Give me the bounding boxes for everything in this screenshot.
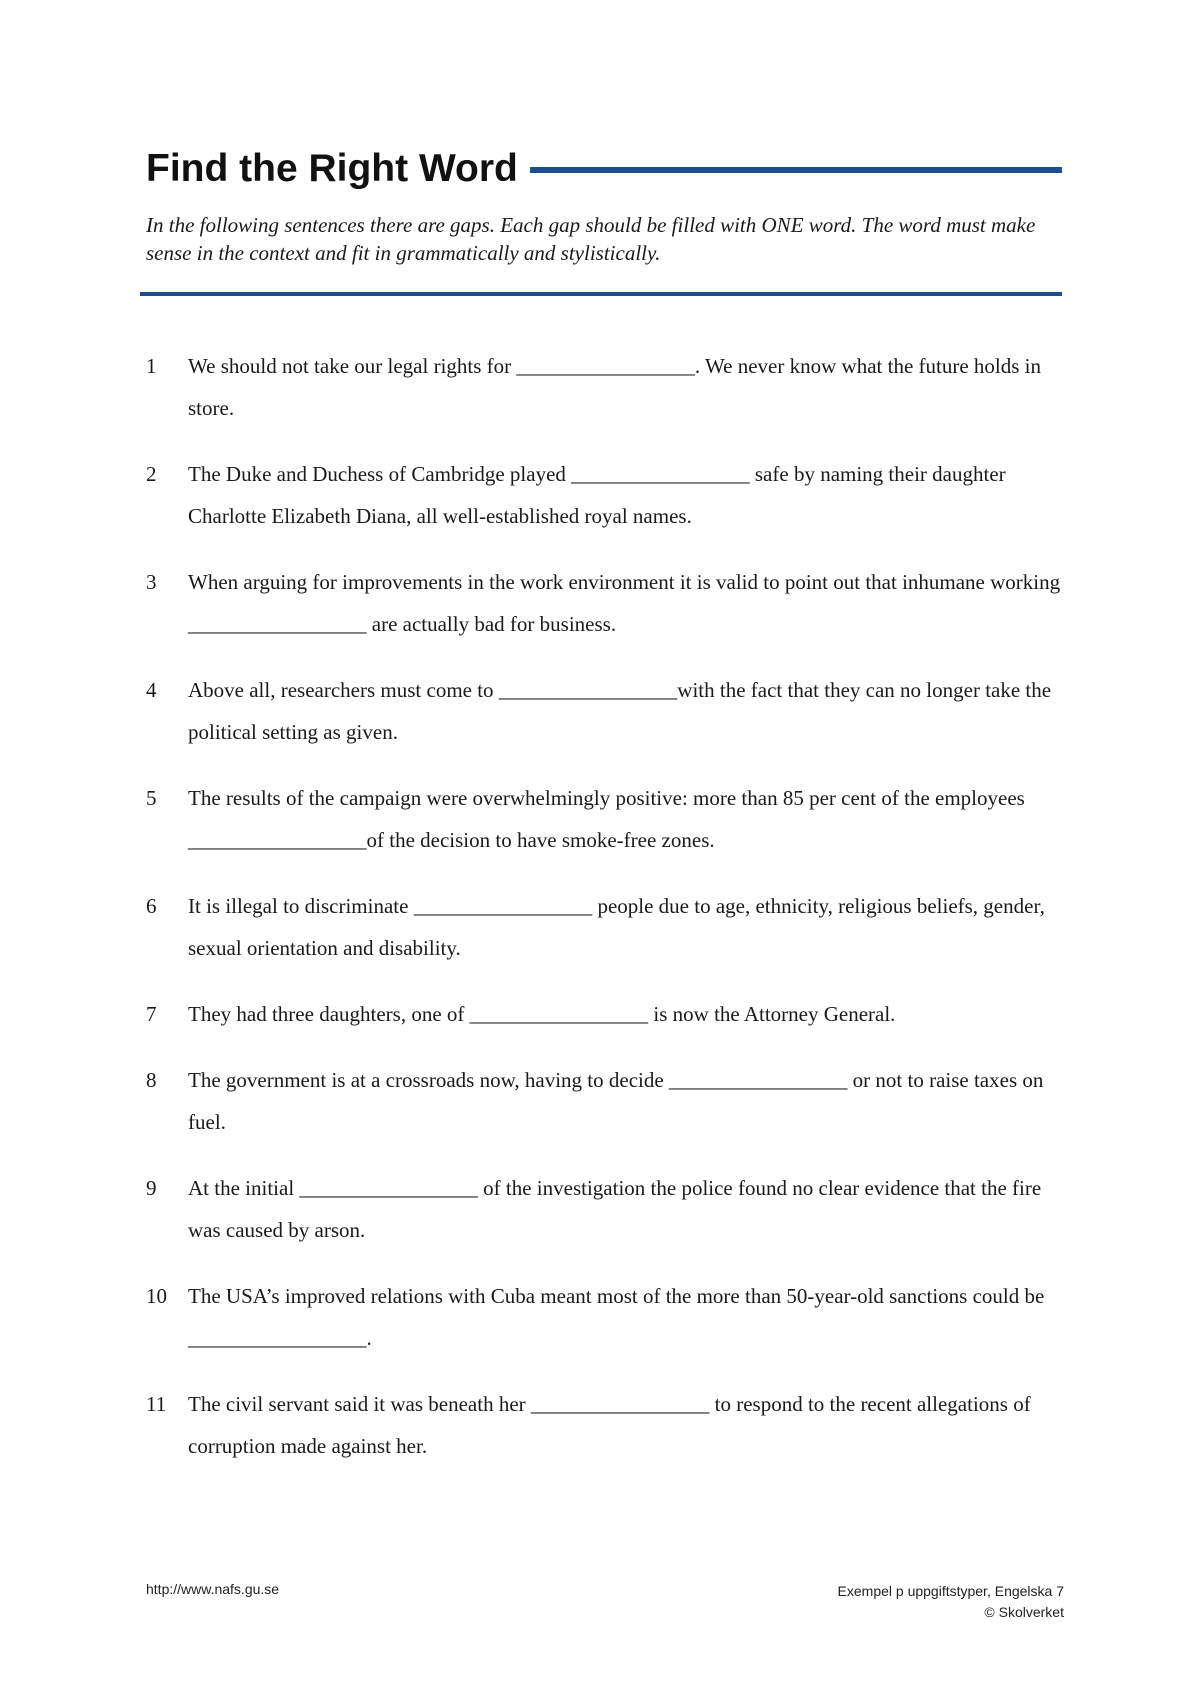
- question-item: [146, 561, 1066, 669]
- question-list: [146, 345, 1066, 1491]
- question-number: 1: [146, 354, 157, 378]
- question-number: 10: [146, 1284, 167, 1308]
- footer-course: Exempel p uppgiftstyper, Engelska 7: [837, 1583, 1064, 1599]
- footer-copyright: © Skolverket: [984, 1604, 1064, 1620]
- question-number: 11: [146, 1392, 167, 1416]
- question-number: 4: [146, 678, 157, 702]
- question-number: 2: [146, 462, 157, 486]
- question-text: The results of the campaign were overwhelmingly positive: more than 85 per cent of the employees _________________of the decision to have smoke-free zones.: [188, 786, 1025, 852]
- question-text: They had three daughters, one of _________________ is now the Attorney General.: [188, 1002, 896, 1026]
- question-number: 3: [146, 570, 157, 594]
- question-text: When arguing for improvements in the work environment it is valid to point out that inhumane working _________________ are actually bad for business.: [188, 570, 1061, 636]
- question-item: [146, 993, 1066, 1059]
- question-number: 7: [146, 1002, 157, 1026]
- question-item: [146, 1059, 1066, 1167]
- question-text: The Duke and Duchess of Cambridge played _________________ safe by naming their daughter Charlotte Elizabeth Diana, all well-established royal names.: [188, 462, 1006, 528]
- page-title: Find the Right Word: [146, 147, 518, 190]
- question-item: [146, 1275, 1066, 1383]
- question-number: 5: [146, 786, 157, 810]
- question-text: We should not take our legal rights for _________________. We never know what the future holds in store.: [188, 354, 1041, 420]
- question-item: [146, 453, 1066, 561]
- question-item: [146, 669, 1066, 777]
- instructions-divider: [140, 292, 1062, 296]
- question-text: It is illegal to discriminate _________________ people due to age, ethnicity, religious beliefs, gender, sexual orientation and disability.: [188, 894, 1045, 960]
- question-text: Above all, researchers must come to _________________with the fact that they can no longer take the political setting as given.: [188, 678, 1052, 744]
- question-text: The USA’s improved relations with Cuba meant most of the more than 50-year-old sanctions could be _________________.: [188, 1284, 1045, 1350]
- title-rule: [530, 167, 1062, 173]
- instructions: In the following sentences there are gaps. Each gap should be filled with ONE word. The word must make sense in the context and fit in grammatically and stylistically.: [146, 213, 1036, 265]
- footer-credits: [838, 1581, 1064, 1623]
- question-text: The civil servant said it was beneath her _________________ to respond to the recent allegations of corruption made against her.: [188, 1392, 1031, 1458]
- question-text: At the initial _________________ of the investigation the police found no clear evidence that the fire was caused by arson.: [188, 1176, 1042, 1242]
- question-item: [146, 885, 1066, 993]
- footer-url: http://www.nafs.gu.se: [146, 1581, 280, 1597]
- question-number: 9: [146, 1176, 157, 1200]
- question-item: [146, 1167, 1066, 1275]
- question-number: 6: [146, 894, 157, 918]
- question-item: [146, 345, 1066, 453]
- question-number: 8: [146, 1068, 157, 1092]
- question-text: The government is at a crossroads now, having to decide _________________ or not to raise taxes on fuel.: [188, 1068, 1044, 1134]
- question-item: [146, 777, 1066, 885]
- title-row: [146, 144, 1062, 194]
- question-item: [146, 1383, 1066, 1491]
